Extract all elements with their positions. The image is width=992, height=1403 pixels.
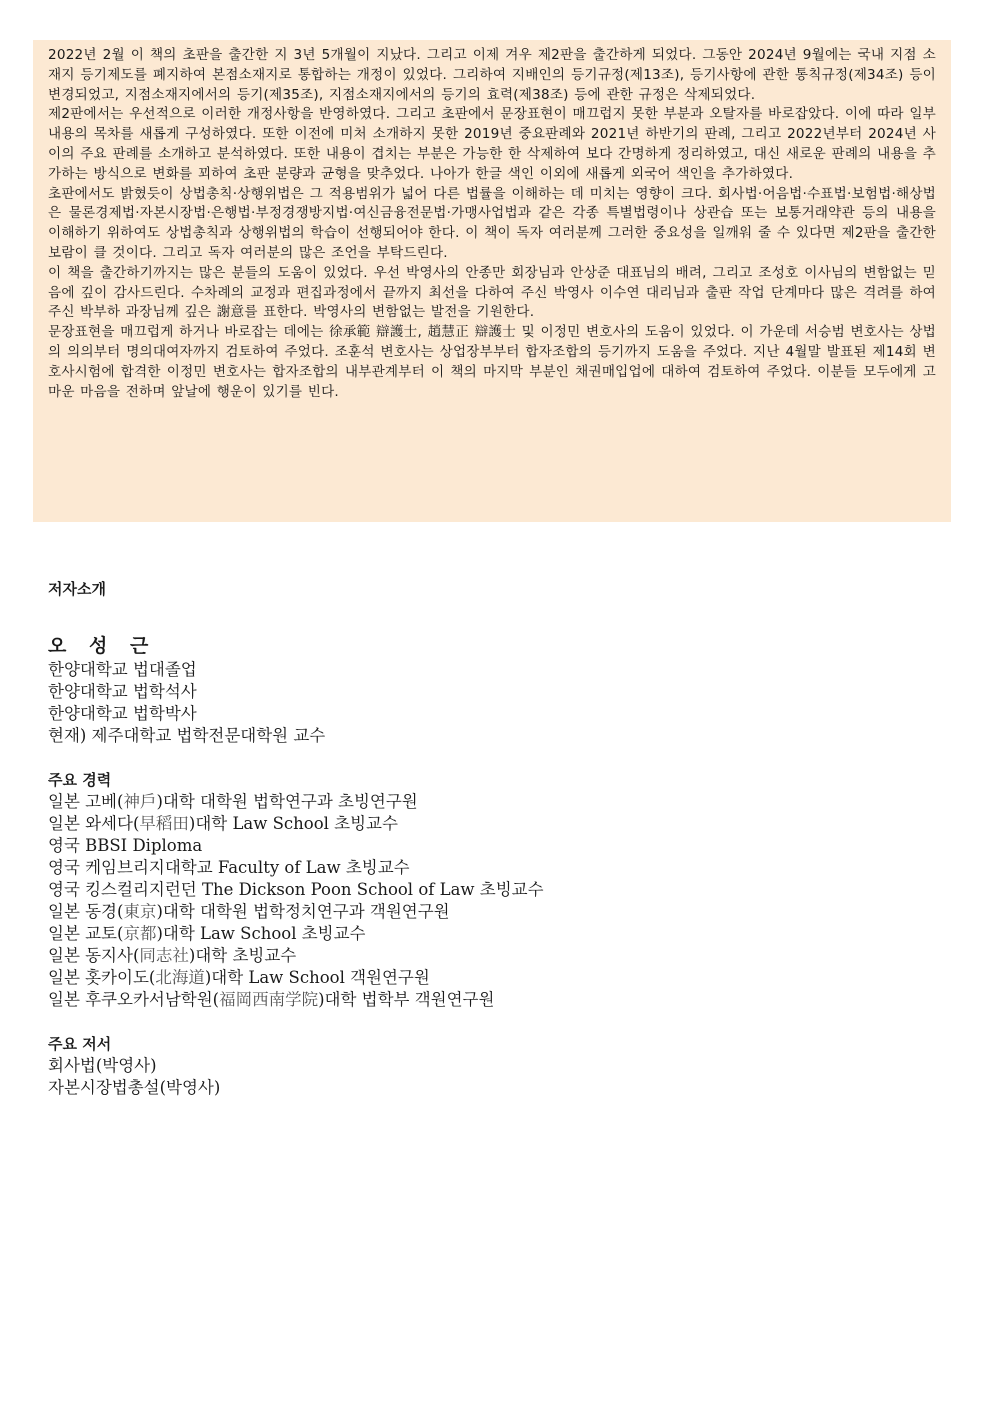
career-item: 일본 교토(京都)대학 Law School 초빙교수 [48,924,366,943]
preface-box [33,40,951,522]
education-item: 한양대학교 법학박사 [48,704,197,723]
education-item: 한양대학교 법학석사 [48,682,197,701]
career-list [48,791,928,1011]
work-item: 회사법(박영사) [48,1056,157,1075]
career-item: 영국 BBSI Diploma [48,836,203,855]
preface-paragraph-4: 이 책을 출간하기까지는 많은 분들의 도움이 있었다. 우선 박영사의 안종만 회장님과 안상준 대표님의 배려, 그리고 조성호 이사님의 변함없는 믿음에 깊이 감사드린다. 수차례의 교정과 편집과정에서 끝까지 최선을 다하여 주신 박영사 이수연 대리님과 출판 작업 단계마다 많은 격려를 하여 주신 박부하 과장님께 깊은 謝意를 표한다. 박영사의 변함없는 발전을 기원한다. [48,264,936,321]
education-list [48,659,928,747]
career-item: 일본 후쿠오카서남학원(福岡西南学院)대학 법학부 객원연구원 [48,990,495,1009]
career-item: 일본 동지사(同志社)대학 초빙교수 [48,946,297,965]
career-item: 영국 케임브리지대학교 Faculty of Law 초빙교수 [48,858,410,877]
works-title: 주요 저서 [48,1035,112,1053]
current-position: 현재) 제주대학교 법학전문대학원 교수 [48,726,326,745]
work-item: 자본시장법총설(박영사) [48,1078,221,1097]
career-title: 주요 경력 [48,771,112,789]
preface-paragraph-3: 초판에서도 밝혔듯이 상법총칙·상행위법은 그 적용범위가 넓어 다른 법률을 이해하는 데 미치는 영향이 크다. 회사법·어음법·수표법·보험법·해상법은 물론경제법·자본시장법·은행법·부정경쟁방지법·여신금융전문법·가맹사업법과 같은 각종 특별법령이나 상관습 또는 보통거래약관 등의 내용을 이해하기 위하여도 상법총칙과 상행위법의 학습이 선행되어야 한다. 이 책이 독자 여러분께 그러한 중요성을 일깨워 줄 수 있다면 제2판을 출간한 보람이 클 것이다. 그리고 독자 여러분의 많은 조언을 부탁드린다. [48,185,936,261]
preface-paragraph-2: 제2판에서는 우선적으로 이러한 개정사항을 반영하였다. 그리고 초판에서 문장표현이 매끄럽지 못한 부분과 오탈자를 바로잡았다. 이에 따라 일부 내용의 목차를 새롭게 구성하였다. 또한 이전에 미처 소개하지 못한 2019년 중요판례와 2021년 하반기의 판례, 그리고 2022년부터 2024년 사이의 주요 판례를 소개하고 분석하였다. 또한 내용이 겹치는 부분은 가능한 한 삭제하여 보다 간명하게 정리하였고, 대신 새로운 판례의 내용을 추가하는 방식으로 변화를 꾀하여 초판 분량과 균형을 맞추었다. 나아가 한글 색인 이외에 새롭게 외국어 색인을 추가하였다. [48,106,936,182]
preface-paragraph-1: 2022년 2월 이 책의 초판을 출간한 지 3년 5개월이 지났다. 그리고 이제 겨우 제2판을 출간하게 되었다. 그동안 2024년 9월에는 국내 지점 소재지 등기제도를 폐지하여 본점소재지로 통합하는 개정이 있었다. 그리하여 지배인의 등기규정(제13조), 등기사항에 관한 통칙규정(제34조) 등이 변경되었고, 지점소재지에서의 등기(제35조), 지점소재지에서의 등기의 효력(제38조) 등에 관한 규정은 삭제되었다. [48,47,936,103]
career-item: 일본 고베(神戶)대학 대학원 법학연구과 초빙연구원 [48,792,418,811]
education-item: 한양대학교 법대졸업 [48,660,197,679]
career-item: 일본 와세다(早稻田)대학 Law School 초빙교수 [48,814,398,833]
author-name: 오 성 근 [48,635,157,657]
author-section-title: 저자소개 [48,580,106,598]
career-item: 일본 홋카이도(北海道)대학 Law School 객원연구원 [48,968,430,987]
career-item: 일본 동경(東京)대학 대학원 법학정치연구과 객원연구원 [48,902,450,921]
preface-paragraph-5: 문장표현을 매끄럽게 하거나 바로잡는 데에는 徐承範 辯護士, 趙慧正 辯護士 및 이정민 변호사의 도움이 있었다. 이 가운데 서승범 변호사는 상법의 의의부터 명의대여자까지 검토하여 주었다. 조훈석 변호사는 상업장부부터 합자조합의 등기까지 도움을 주었다. 지난 4월말 발표된 제14회 변호사시험에 합격한 이정민 변호사는 합자조합의 내부관계부터 이 책의 마지막 부분인 채권매입업에 대하여 검토하여 주었다. 이분들 모두에게 고마운 마음을 전하며 앞날에 행운이 있기를 빈다. [48,324,936,400]
works-list [48,1055,928,1099]
career-item: 영국 킹스컬리지런던 The Dickson Poon School of Law 초빙교수 [48,880,544,899]
author-section [48,578,928,1099]
